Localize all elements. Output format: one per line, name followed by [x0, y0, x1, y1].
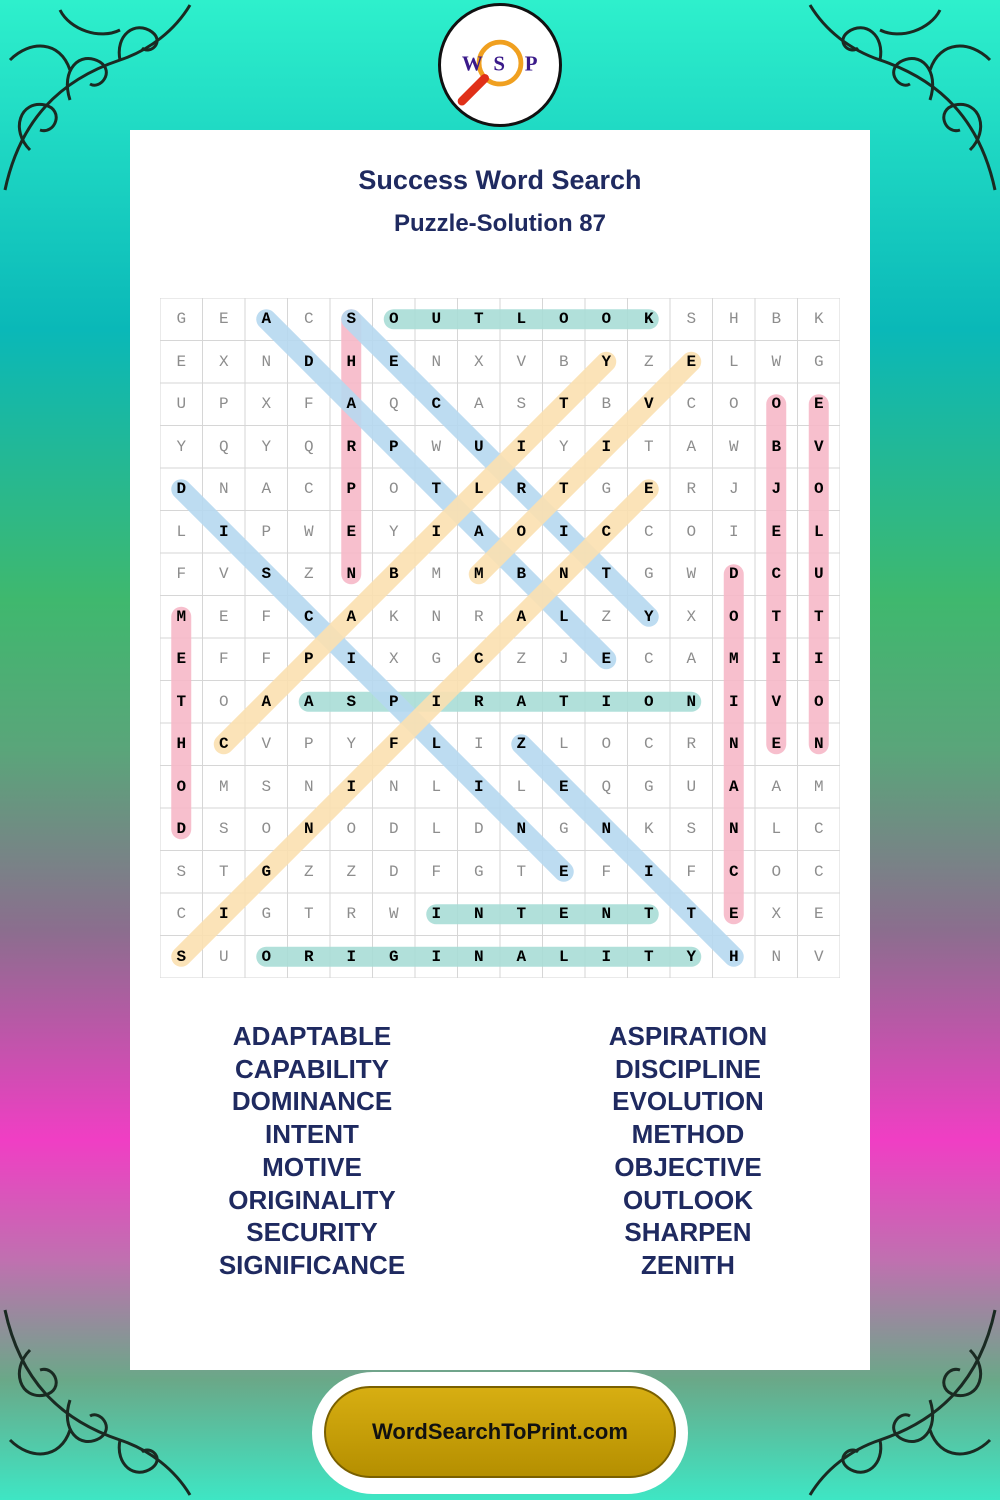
word-list-item: OBJECTIVE — [614, 1151, 762, 1182]
grid-letter[interactable]: B — [558, 352, 569, 371]
grid-letter[interactable]: U — [473, 437, 484, 456]
word-list-item: ORIGINALITY — [228, 1184, 396, 1215]
grid-letter[interactable]: N — [601, 905, 612, 924]
grid-letter[interactable]: V — [813, 437, 824, 456]
grid-letter[interactable]: A — [346, 607, 357, 626]
grid-letter[interactable]: O — [728, 395, 739, 414]
grid-letter[interactable]: A — [261, 310, 272, 329]
grid-letter[interactable]: M — [176, 607, 187, 626]
grid-letter[interactable]: N — [771, 947, 782, 966]
grid-letter[interactable]: N — [431, 352, 442, 371]
grid-letter[interactable]: I — [346, 947, 357, 966]
grid-letter[interactable]: E — [346, 522, 357, 541]
grid-letter[interactable]: W — [303, 522, 314, 541]
grid-letter[interactable]: M — [473, 565, 484, 584]
grid-letter[interactable]: I — [346, 777, 357, 796]
grid-letter[interactable]: G — [261, 862, 272, 881]
grid-letter[interactable]: E — [176, 650, 187, 669]
grid-letter[interactable]: I — [601, 692, 612, 711]
grid-letter[interactable]: L — [813, 522, 824, 541]
grid-letter[interactable]: G — [473, 862, 484, 881]
grid-letter[interactable]: I — [771, 650, 782, 669]
grid-letter[interactable]: L — [473, 480, 484, 499]
grid-letter[interactable]: D — [176, 820, 187, 839]
grid-letter[interactable]: E — [728, 905, 739, 924]
grid-letter[interactable]: E — [813, 905, 824, 924]
grid-letter[interactable]: I — [516, 437, 527, 456]
grid-letter[interactable]: T — [643, 905, 654, 924]
grid-letter[interactable]: C — [643, 735, 654, 754]
word-list-item: DOMINANCE — [231, 1086, 393, 1117]
grid-letter[interactable]: F — [261, 650, 272, 669]
site-logo[interactable] — [438, 3, 562, 127]
grid-letter[interactable]: I — [643, 862, 654, 881]
grid-letter[interactable]: Z — [516, 650, 527, 669]
grid-letter[interactable]: T — [643, 437, 654, 456]
grid-letter[interactable]: G — [601, 480, 612, 499]
grid-letter[interactable]: D — [388, 820, 399, 839]
grid-letter[interactable]: U — [686, 777, 697, 796]
grid-letter[interactable]: O — [728, 607, 739, 626]
grid-letter[interactable]: O — [261, 820, 272, 839]
grid-letter[interactable]: C — [473, 650, 484, 669]
grid-letter[interactable]: T — [431, 480, 442, 499]
grid-letter[interactable]: E — [601, 650, 612, 669]
grid-letter[interactable]: G — [261, 905, 272, 924]
grid-letter[interactable]: P — [346, 480, 357, 499]
grid-letter[interactable]: A — [303, 692, 314, 711]
grid-letter[interactable]: N — [473, 947, 484, 966]
word-list-item: ZENITH — [641, 1249, 735, 1280]
grid-letter[interactable]: X — [261, 395, 272, 414]
grid-letter[interactable]: N — [601, 820, 612, 839]
grid-letter[interactable]: W — [686, 565, 697, 584]
grid-letter[interactable]: Y — [388, 522, 399, 541]
grid-letter[interactable]: D — [303, 352, 314, 371]
site-link-button[interactable]: WordSearchToPrint.com — [324, 1386, 676, 1478]
grid-letter[interactable]: H — [728, 947, 739, 966]
grid-letter[interactable]: A — [346, 395, 357, 414]
grid-letter[interactable]: E — [558, 777, 569, 796]
grid-letter[interactable]: O — [813, 480, 824, 499]
grid-letter[interactable]: R — [686, 480, 697, 499]
word-list-item: SECURITY — [246, 1217, 378, 1248]
grid-letter[interactable]: L — [558, 947, 569, 966]
grid-letter[interactable]: P — [303, 650, 314, 669]
grid-letter[interactable]: K — [643, 820, 654, 839]
grid-letter[interactable]: L — [431, 735, 442, 754]
magnifier-logo-icon — [441, 6, 559, 124]
grid-letter[interactable]: V — [218, 565, 229, 584]
grid-letter[interactable]: Z — [303, 862, 314, 881]
grid-letter[interactable]: N — [388, 777, 399, 796]
grid-letter[interactable]: I — [218, 905, 229, 924]
grid-letter[interactable]: C — [303, 607, 314, 626]
word-list-right — [538, 1020, 838, 1282]
grid-letter[interactable]: R — [473, 692, 484, 711]
word-list-item: ADAPTABLE — [232, 1021, 392, 1051]
grid-letter[interactable]: E — [643, 480, 654, 499]
grid-letter[interactable]: P — [388, 437, 399, 456]
grid-letter[interactable]: N — [728, 820, 739, 839]
grid-letter[interactable]: G — [388, 947, 399, 966]
grid-letter[interactable]: C — [686, 395, 697, 414]
grid-letter[interactable]: L — [558, 607, 569, 626]
grid-letter[interactable]: T — [558, 480, 569, 499]
grid-letter[interactable]: I — [601, 437, 612, 456]
grid-letter[interactable]: T — [601, 565, 612, 584]
grid-letter[interactable]: O — [558, 310, 569, 329]
grid-letter[interactable]: X — [771, 905, 782, 924]
grid-letter[interactable]: A — [473, 395, 484, 414]
grid-letter[interactable]: B — [388, 565, 399, 584]
grid-letter[interactable]: O — [218, 692, 229, 711]
grid-letter[interactable]: Z — [516, 735, 527, 754]
grid-letter[interactable]: Y — [346, 735, 357, 754]
grid-letter[interactable]: Z — [303, 565, 314, 584]
grid-letter[interactable]: T — [813, 607, 824, 626]
grid-letter[interactable]: S — [346, 692, 357, 711]
grid-letter[interactable]: N — [473, 905, 484, 924]
grid-letter[interactable]: A — [516, 607, 527, 626]
grid-letter[interactable]: X — [473, 352, 484, 371]
grid-letter[interactable]: O — [643, 692, 654, 711]
grid-letter[interactable]: P — [388, 692, 399, 711]
grid-letter[interactable]: J — [728, 480, 739, 499]
grid-letter[interactable]: O — [601, 310, 612, 329]
grid-letter[interactable]: O — [388, 480, 399, 499]
grid-letter[interactable]: N — [303, 777, 314, 796]
grid-letter[interactable]: G — [431, 650, 442, 669]
grid-letter[interactable]: I — [813, 650, 824, 669]
grid-letter[interactable]: G — [813, 352, 824, 371]
grid-letter[interactable]: P — [218, 395, 229, 414]
grid-letter[interactable]: I — [558, 522, 569, 541]
grid-letter[interactable]: V — [813, 947, 824, 966]
grid-letter[interactable]: T — [473, 310, 484, 329]
word-list-left — [162, 1020, 462, 1282]
grid-letter[interactable]: D — [388, 862, 399, 881]
grid-letter[interactable]: R — [516, 480, 527, 499]
grid-letter[interactable]: B — [516, 565, 527, 584]
grid-letter[interactable]: F — [601, 862, 612, 881]
grid-letter[interactable]: C — [813, 820, 824, 839]
grid-letter[interactable]: E — [771, 735, 782, 754]
grid-letter[interactable]: Q — [303, 437, 314, 456]
grid-letter[interactable]: W — [771, 352, 782, 371]
grid-letter[interactable]: E — [388, 352, 399, 371]
grid-letter[interactable]: J — [558, 650, 569, 669]
grid-letter[interactable]: O — [176, 777, 187, 796]
word-list-item: INTENT — [265, 1119, 359, 1150]
grid-letter[interactable]: L — [176, 522, 187, 541]
grid-letter[interactable]: N — [813, 735, 824, 754]
grid-letter[interactable]: A — [261, 692, 272, 711]
grid-letter[interactable]: Y — [261, 437, 272, 456]
logo-letter-w: W — [461, 51, 483, 76]
logo-letter-p: P — [524, 51, 538, 76]
grid-letter[interactable]: N — [261, 352, 272, 371]
grid-letter[interactable]: Y — [601, 352, 612, 371]
word-list-item: ASPIRATION — [608, 1021, 768, 1051]
grid-letter[interactable]: T — [771, 607, 782, 626]
word-list-item: SIGNIFICANCE — [218, 1249, 406, 1280]
word-list-item: EVOLUTION — [612, 1086, 764, 1117]
grid-letter[interactable]: A — [686, 650, 697, 669]
grid-letter[interactable]: V — [261, 735, 272, 754]
grid-letter[interactable]: M — [728, 650, 739, 669]
grid-letter[interactable]: X — [388, 650, 399, 669]
grid-letter[interactable]: Y — [643, 607, 654, 626]
grid-letter[interactable]: A — [728, 777, 739, 796]
word-list-item: METHOD — [631, 1119, 745, 1150]
letter-grid — [160, 298, 840, 978]
grid-letter[interactable]: I — [473, 777, 484, 796]
grid-letter[interactable]: V — [516, 352, 527, 371]
grid-letter[interactable]: Y — [558, 437, 569, 456]
grid-letter[interactable]: C — [176, 905, 187, 924]
page-title: Success Word Search — [358, 165, 642, 195]
grid-letter[interactable]: M — [431, 565, 442, 584]
grid-letter[interactable]: T — [176, 692, 187, 711]
word-list-item: CAPABILITY — [234, 1053, 390, 1084]
logo-letter-s: S — [493, 51, 505, 76]
word-list-item: DISCIPLINE — [615, 1053, 761, 1084]
grid-letter[interactable]: V — [643, 395, 654, 414]
grid-letter[interactable]: H — [346, 352, 357, 371]
grid-letter[interactable]: T — [516, 862, 527, 881]
grid-letter[interactable]: E — [218, 607, 229, 626]
grid-letter[interactable]: F — [176, 565, 187, 584]
grid-letter[interactable]: R — [686, 735, 697, 754]
grid-letter[interactable]: W — [728, 437, 739, 456]
grid-letter[interactable]: A — [771, 777, 782, 796]
word-list-item: SHARPEN — [624, 1217, 752, 1248]
grid-letter[interactable]: I — [431, 692, 442, 711]
grid-letter[interactable]: X — [686, 607, 697, 626]
grid-letter[interactable]: D — [176, 480, 187, 499]
grid-letter[interactable]: A — [261, 480, 272, 499]
grid-letter[interactable]: N — [558, 565, 569, 584]
grid-letter[interactable]: T — [686, 905, 697, 924]
grid-letter[interactable]: M — [218, 777, 229, 796]
grid-letter[interactable]: N — [516, 820, 527, 839]
grid-letter[interactable]: V — [771, 692, 782, 711]
grid-letter[interactable]: Y — [176, 437, 187, 456]
grid-letter[interactable]: A — [473, 522, 484, 541]
grid-letter[interactable]: T — [558, 395, 569, 414]
grid-letter[interactable]: T — [516, 905, 527, 924]
grid-letter[interactable]: T — [218, 862, 229, 881]
grid-letter[interactable]: L — [558, 735, 569, 754]
grid-letter[interactable]: G — [643, 565, 654, 584]
grid-letter[interactable]: R — [303, 947, 314, 966]
grid-letter[interactable]: C — [218, 735, 229, 754]
grid-letter[interactable]: U — [813, 565, 824, 584]
grid-letter[interactable]: I — [431, 947, 442, 966]
grid-letter[interactable]: N — [303, 820, 314, 839]
grid-letter[interactable]: O — [813, 692, 824, 711]
grid-letter[interactable]: L — [431, 820, 442, 839]
grid-letter[interactable]: K — [643, 310, 654, 329]
grid-letter[interactable]: C — [303, 310, 314, 329]
grid-letter[interactable]: A — [686, 437, 697, 456]
grid-letter[interactable]: H — [176, 735, 187, 754]
word-search-grid — [160, 298, 840, 978]
grid-letter[interactable]: O — [388, 310, 399, 329]
grid-letter[interactable]: L — [431, 777, 442, 796]
grid-letter[interactable]: I — [473, 735, 484, 754]
grid-letter[interactable]: O — [261, 947, 272, 966]
grid-letter[interactable]: I — [728, 692, 739, 711]
grid-letter[interactable]: E — [218, 310, 229, 329]
grid-letter[interactable]: B — [601, 395, 612, 414]
grid-letter[interactable]: O — [346, 820, 357, 839]
grid-letter[interactable]: I — [431, 522, 442, 541]
grid-letter[interactable]: E — [558, 862, 569, 881]
grid-letter[interactable]: F — [388, 735, 399, 754]
grid-letter[interactable]: F — [686, 862, 697, 881]
grid-letter[interactable]: C — [303, 480, 314, 499]
word-list-item: OUTLOOK — [623, 1184, 753, 1215]
grid-letter[interactable]: I — [601, 947, 612, 966]
grid-letter[interactable]: S — [686, 310, 697, 329]
grid-letter[interactable]: N — [346, 565, 357, 584]
grid-letter[interactable]: E — [558, 905, 569, 924]
grid-letter[interactable]: S — [346, 310, 357, 329]
grid-letter[interactable]: F — [218, 650, 229, 669]
grid-letter[interactable]: L — [771, 820, 782, 839]
grid-letter[interactable]: Q — [388, 395, 399, 414]
grid-letter[interactable]: F — [431, 862, 442, 881]
grid-letter[interactable]: O — [771, 862, 782, 881]
word-list-item: MOTIVE — [262, 1151, 362, 1182]
grid-letter[interactable]: F — [261, 607, 272, 626]
grid-letter[interactable]: K — [388, 607, 399, 626]
grid-letter[interactable]: C — [771, 565, 782, 584]
grid-letter[interactable]: J — [771, 480, 782, 499]
grid-letter[interactable]: T — [643, 947, 654, 966]
grid-letter[interactable]: O — [601, 735, 612, 754]
grid-letter[interactable]: C — [813, 862, 824, 881]
grid-letter[interactable]: L — [516, 777, 527, 796]
grid-letter[interactable]: Y — [686, 947, 697, 966]
grid-letter[interactable]: G — [176, 310, 187, 329]
grid-letter[interactable]: S — [261, 565, 272, 584]
grid-letter[interactable]: E — [771, 522, 782, 541]
grid-letter[interactable]: Q — [218, 437, 229, 456]
grid-letter[interactable]: N — [686, 692, 697, 711]
grid-letter[interactable]: I — [346, 650, 357, 669]
grid-letter[interactable]: P — [303, 735, 314, 754]
grid-letter[interactable]: P — [261, 522, 272, 541]
grid-letter[interactable]: I — [218, 522, 229, 541]
grid-letter[interactable]: B — [771, 310, 782, 329]
grid-letter[interactable]: T — [303, 905, 314, 924]
grid-letter[interactable]: E — [176, 352, 187, 371]
grid-letter[interactable]: R — [346, 437, 357, 456]
grid-letter[interactable]: L — [728, 352, 739, 371]
grid-letter[interactable]: A — [516, 947, 527, 966]
grid-letter[interactable]: C — [601, 522, 612, 541]
grid-letter[interactable]: I — [728, 522, 739, 541]
grid-letter[interactable]: W — [431, 437, 442, 456]
grid-letter[interactable]: U — [218, 947, 229, 966]
grid-letter[interactable]: N — [728, 735, 739, 754]
grid-letter[interactable]: S — [176, 947, 187, 966]
grid-letter[interactable]: L — [516, 310, 527, 329]
grid-letter[interactable]: M — [813, 777, 824, 796]
grid-letter[interactable]: S — [261, 777, 272, 796]
grid-letter[interactable]: Q — [601, 777, 612, 796]
grid-letter[interactable]: E — [686, 352, 697, 371]
grid-letter[interactable]: I — [431, 905, 442, 924]
grid-letter[interactable]: D — [473, 820, 484, 839]
grid-letter[interactable]: O — [516, 522, 527, 541]
grid-letter[interactable]: G — [558, 820, 569, 839]
grid-letter[interactable]: W — [388, 905, 399, 924]
page-subtitle: Puzzle-Solution 87 — [393, 210, 606, 237]
grid-letter[interactable]: C — [643, 522, 654, 541]
grid-letter[interactable]: R — [473, 607, 484, 626]
grid-letter[interactable]: Z — [601, 607, 612, 626]
grid-letter[interactable]: E — [813, 395, 824, 414]
grid-letter[interactable]: A — [516, 692, 527, 711]
grid-letter[interactable]: Z — [643, 352, 654, 371]
grid-letter[interactable]: H — [728, 310, 739, 329]
grid-letter[interactable]: S — [686, 820, 697, 839]
grid-letter[interactable]: O — [686, 522, 697, 541]
grid-letter[interactable]: O — [771, 395, 782, 414]
grid-letter[interactable]: B — [771, 437, 782, 456]
grid-letter[interactable]: C — [643, 650, 654, 669]
grid-letter[interactable]: U — [176, 395, 187, 414]
grid-letter[interactable]: N — [218, 480, 229, 499]
grid-letter[interactable]: G — [643, 777, 654, 796]
grid-letter[interactable]: K — [813, 310, 824, 329]
grid-letter[interactable]: N — [431, 607, 442, 626]
grid-letter[interactable]: S — [176, 862, 187, 881]
grid-letter[interactable]: U — [431, 310, 442, 329]
grid-letter[interactable]: Z — [346, 862, 357, 881]
grid-letter[interactable]: R — [346, 905, 357, 924]
grid-letter[interactable]: C — [431, 395, 442, 414]
grid-letter[interactable]: F — [303, 395, 314, 414]
grid-letter[interactable]: S — [218, 820, 229, 839]
grid-letter[interactable]: C — [728, 862, 739, 881]
grid-letter[interactable]: T — [558, 692, 569, 711]
grid-letter[interactable]: S — [516, 395, 527, 414]
grid-letter[interactable]: D — [728, 565, 739, 584]
grid-letter[interactable]: X — [218, 352, 229, 371]
